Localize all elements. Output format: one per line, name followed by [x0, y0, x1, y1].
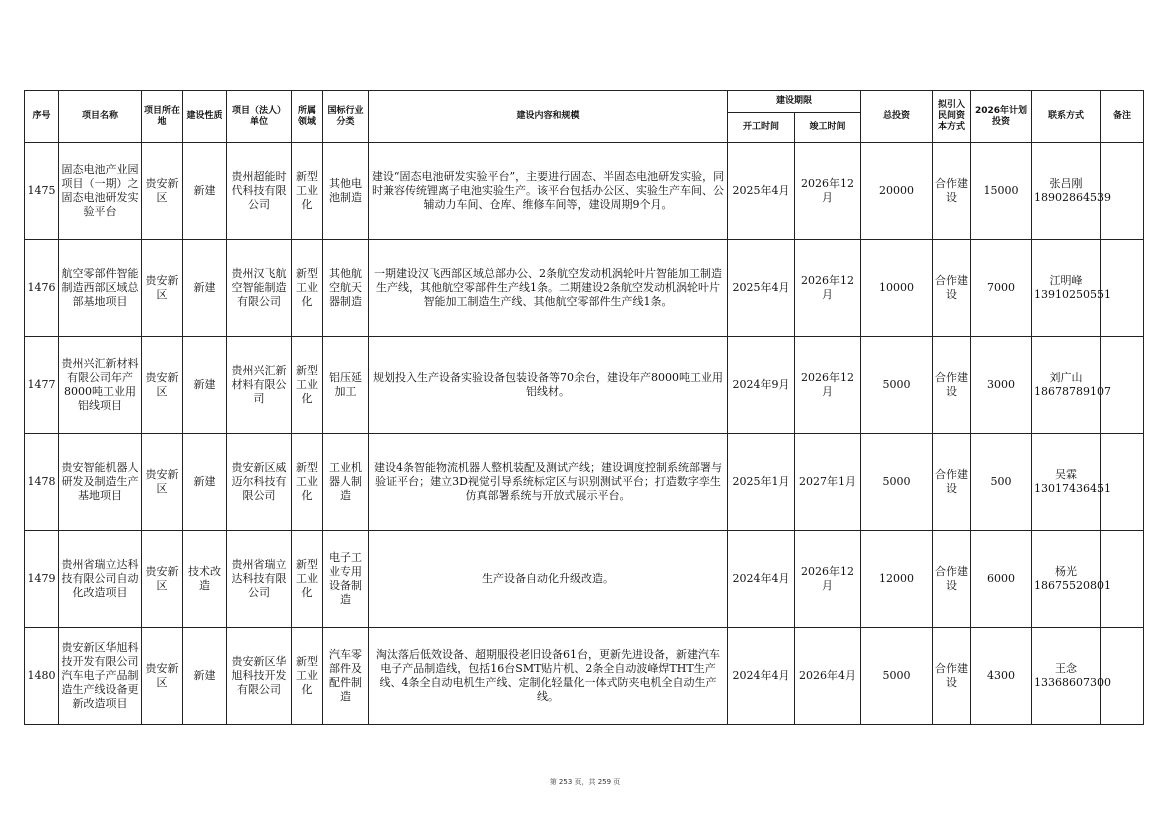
cell-seq: 1480 — [25, 628, 59, 725]
cell-seq: 1477 — [25, 337, 59, 434]
cell-industry: 电子工业专用设备制造 — [323, 531, 369, 628]
header-capital: 拟引入民间资本方式 — [933, 91, 971, 143]
cell-end: 2026年4月 — [795, 628, 861, 725]
header-total: 总投资 — [861, 91, 933, 143]
cell-start: 2024年4月 — [728, 628, 795, 725]
cell-contact — [1032, 531, 1111, 628]
cell-content: 一期建设汉飞西部区域总部办公、2条航空发动机涡轮叶片智能加工制造生产线，其他航空零部件生产线1条。二期建设2条航空发动机涡轮叶片智能加工制造生产线、其他航空零部件生产线1条。 — [369, 240, 728, 337]
cell-industry: 工业机器人制造 — [323, 434, 369, 531]
cell-content: 生产设备自动化升级改造。 — [369, 531, 728, 628]
cell-industry: 汽车零部件及配件制造 — [323, 628, 369, 725]
cell-unit: 贵州兴汇新材料有限公司 — [227, 337, 292, 434]
cell-name: 固态电池产业园项目（一期）之固态电池研发实验平台 — [59, 143, 142, 240]
cell-plan: 500 — [971, 434, 1032, 531]
header-contact: 联系方式 — [1032, 91, 1101, 143]
cell-content: 建设“固态电池研发实验平台”，主要进行固态、半固态电池研发实验，同时兼容传统锂离子电池实验生产。该平台包括办公区、实验生产车间、公辅动力车间、仓库、维修车间等，建设周期9个月。 — [369, 143, 728, 240]
cell-seq: 1476 — [25, 240, 59, 337]
cell-field: 新型工业化 — [292, 434, 323, 531]
cell-nature: 技术改造 — [183, 531, 227, 628]
project-table — [24, 90, 1144, 725]
cell-contact — [1032, 628, 1111, 725]
header-content: 建设内容和规模 — [369, 91, 728, 143]
cell-location: 贵安新区 — [142, 434, 183, 531]
cell-field: 新型工业化 — [292, 628, 323, 725]
cell-name: 贵州兴汇新材料有限公司年产8000吨工业用铝线项目 — [59, 337, 142, 434]
cell-location: 贵安新区 — [142, 240, 183, 337]
header-end: 竣工时间 — [795, 113, 861, 143]
contact-phone: 18678789107 — [1034, 385, 1111, 398]
cell-nature: 新建 — [183, 434, 227, 531]
contact-phone: 18675520801 — [1034, 579, 1111, 592]
cell-capital: 合作建设 — [933, 143, 971, 240]
cell-end: 2026年12月 — [795, 531, 861, 628]
cell-location: 贵安新区 — [142, 337, 183, 434]
cell-nature: 新建 — [183, 337, 227, 434]
cell-seq: 1479 — [25, 531, 59, 628]
table-row — [25, 143, 1144, 240]
cell-industry: 其他电池制造 — [323, 143, 369, 240]
cell-seq: 1475 — [25, 143, 59, 240]
cell-contact — [1032, 143, 1111, 240]
header-plan: 2026年计划投资 — [971, 91, 1032, 143]
header-remark: 备注 — [1101, 91, 1144, 143]
cell-start: 2024年4月 — [728, 531, 795, 628]
cell-start: 2024年9月 — [728, 337, 795, 434]
cell-total: 12000 — [861, 531, 933, 628]
cell-field: 新型工业化 — [292, 531, 323, 628]
page-footer: 第 253 页，共 259 页 — [549, 778, 621, 786]
cell-location: 贵安新区 — [142, 628, 183, 725]
table-row — [25, 628, 1144, 725]
table-row — [25, 240, 1144, 337]
cell-total: 5000 — [861, 628, 933, 725]
contact-name: 江明峰 — [1049, 274, 1083, 287]
contact-phone: 13368607300 — [1034, 676, 1111, 689]
table-row — [25, 434, 1144, 531]
cell-capital: 合作建设 — [933, 531, 971, 628]
cell-contact — [1032, 434, 1111, 531]
header-row-1 — [25, 91, 1144, 113]
cell-nature: 新建 — [183, 143, 227, 240]
cell-industry: 其他航空航天器制造 — [323, 240, 369, 337]
cell-content: 淘汰落后低效设备、超期服役老旧设备61台，更新先进设备，新建汽车电子产品制造线，包括16台SMT贴片机、2条全自动波峰焊THT生产线、4条全自动电机生产线、定制化轻量化一体式防夹电机全自动生产线。 — [369, 628, 728, 725]
cell-location: 贵安新区 — [142, 531, 183, 628]
header-nature: 建设性质 — [183, 91, 227, 143]
cell-capital: 合作建设 — [933, 434, 971, 531]
cell-name: 贵安智能机器人研发及制造生产基地项目 — [59, 434, 142, 531]
cell-capital: 合作建设 — [933, 628, 971, 725]
contact-name: 吴霖 — [1055, 468, 1078, 481]
cell-total: 20000 — [861, 143, 933, 240]
cell-start: 2025年4月 — [728, 240, 795, 337]
header-period: 建设期限 — [728, 91, 861, 113]
contact-phone: 18902864539 — [1034, 191, 1111, 204]
cell-unit: 贵州超能时代科技有限公司 — [227, 143, 292, 240]
cell-contact — [1032, 240, 1111, 337]
header-location: 项目所在地 — [142, 91, 183, 143]
cell-content: 建设4条智能物流机器人整机装配及测试产线；建设调度控制系统部署与验证平台；建立3D视觉引导系统标定区与识别测试平台；打造数字孪生仿真部署系统与开放式展示平台。 — [369, 434, 728, 531]
cell-name: 贵州省瑞立达科技有限公司自动化改造项目 — [59, 531, 142, 628]
contact-name: 张吕刚 — [1049, 177, 1083, 190]
header-industry: 国标行业分类 — [323, 91, 369, 143]
cell-unit: 贵安新区华旭科技开发有限公司 — [227, 628, 292, 725]
cell-seq: 1478 — [25, 434, 59, 531]
cell-end: 2026年12月 — [795, 240, 861, 337]
cell-field: 新型工业化 — [292, 240, 323, 337]
cell-field: 新型工业化 — [292, 143, 323, 240]
cell-unit: 贵州汉飞航空智能制造有限公司 — [227, 240, 292, 337]
cell-total: 5000 — [861, 434, 933, 531]
header-name: 项目名称 — [59, 91, 142, 143]
cell-end: 2026年12月 — [795, 143, 861, 240]
cell-location: 贵安新区 — [142, 143, 183, 240]
cell-end: 2027年1月 — [795, 434, 861, 531]
table-row — [25, 337, 1144, 434]
cell-name: 贵安新区华旭科技开发有限公司汽车电子产品制造生产线设备更新改造项目 — [59, 628, 142, 725]
cell-nature: 新建 — [183, 240, 227, 337]
cell-plan: 4300 — [971, 628, 1032, 725]
cell-unit: 贵安新区威迈尔科技有限公司 — [227, 434, 292, 531]
cell-plan: 7000 — [971, 240, 1032, 337]
contact-name: 杨光 — [1055, 565, 1078, 578]
header-seq: 序号 — [25, 91, 59, 143]
header-field: 所属领域 — [292, 91, 323, 143]
contact-phone: 13017436451 — [1034, 482, 1111, 495]
contact-name: 刘广山 — [1049, 371, 1083, 384]
cell-unit: 贵州省瑞立达科技有限公司 — [227, 531, 292, 628]
cell-capital: 合作建设 — [933, 337, 971, 434]
cell-content: 规划投入生产设备实验设备包装设备等70余台，建设年产8000吨工业用铝线材。 — [369, 337, 728, 434]
cell-name: 航空零部件智能制造西部区域总部基地项目 — [59, 240, 142, 337]
header-unit: 项目（法人）单位 — [227, 91, 292, 143]
cell-end: 2026年12月 — [795, 337, 861, 434]
header-start: 开工时间 — [728, 113, 795, 143]
cell-total: 10000 — [861, 240, 933, 337]
contact-name: 王念 — [1055, 662, 1078, 675]
contact-phone: 13910250551 — [1034, 288, 1111, 301]
table-row — [25, 531, 1144, 628]
cell-plan: 15000 — [971, 143, 1032, 240]
cell-capital: 合作建设 — [933, 240, 971, 337]
cell-plan: 6000 — [971, 531, 1032, 628]
cell-contact — [1032, 337, 1111, 434]
cell-plan: 3000 — [971, 337, 1032, 434]
cell-nature: 新建 — [183, 628, 227, 725]
cell-field: 新型工业化 — [292, 337, 323, 434]
cell-industry: 铝压延加工 — [323, 337, 369, 434]
cell-start: 2025年4月 — [728, 143, 795, 240]
cell-start: 2025年1月 — [728, 434, 795, 531]
cell-total: 5000 — [861, 337, 933, 434]
